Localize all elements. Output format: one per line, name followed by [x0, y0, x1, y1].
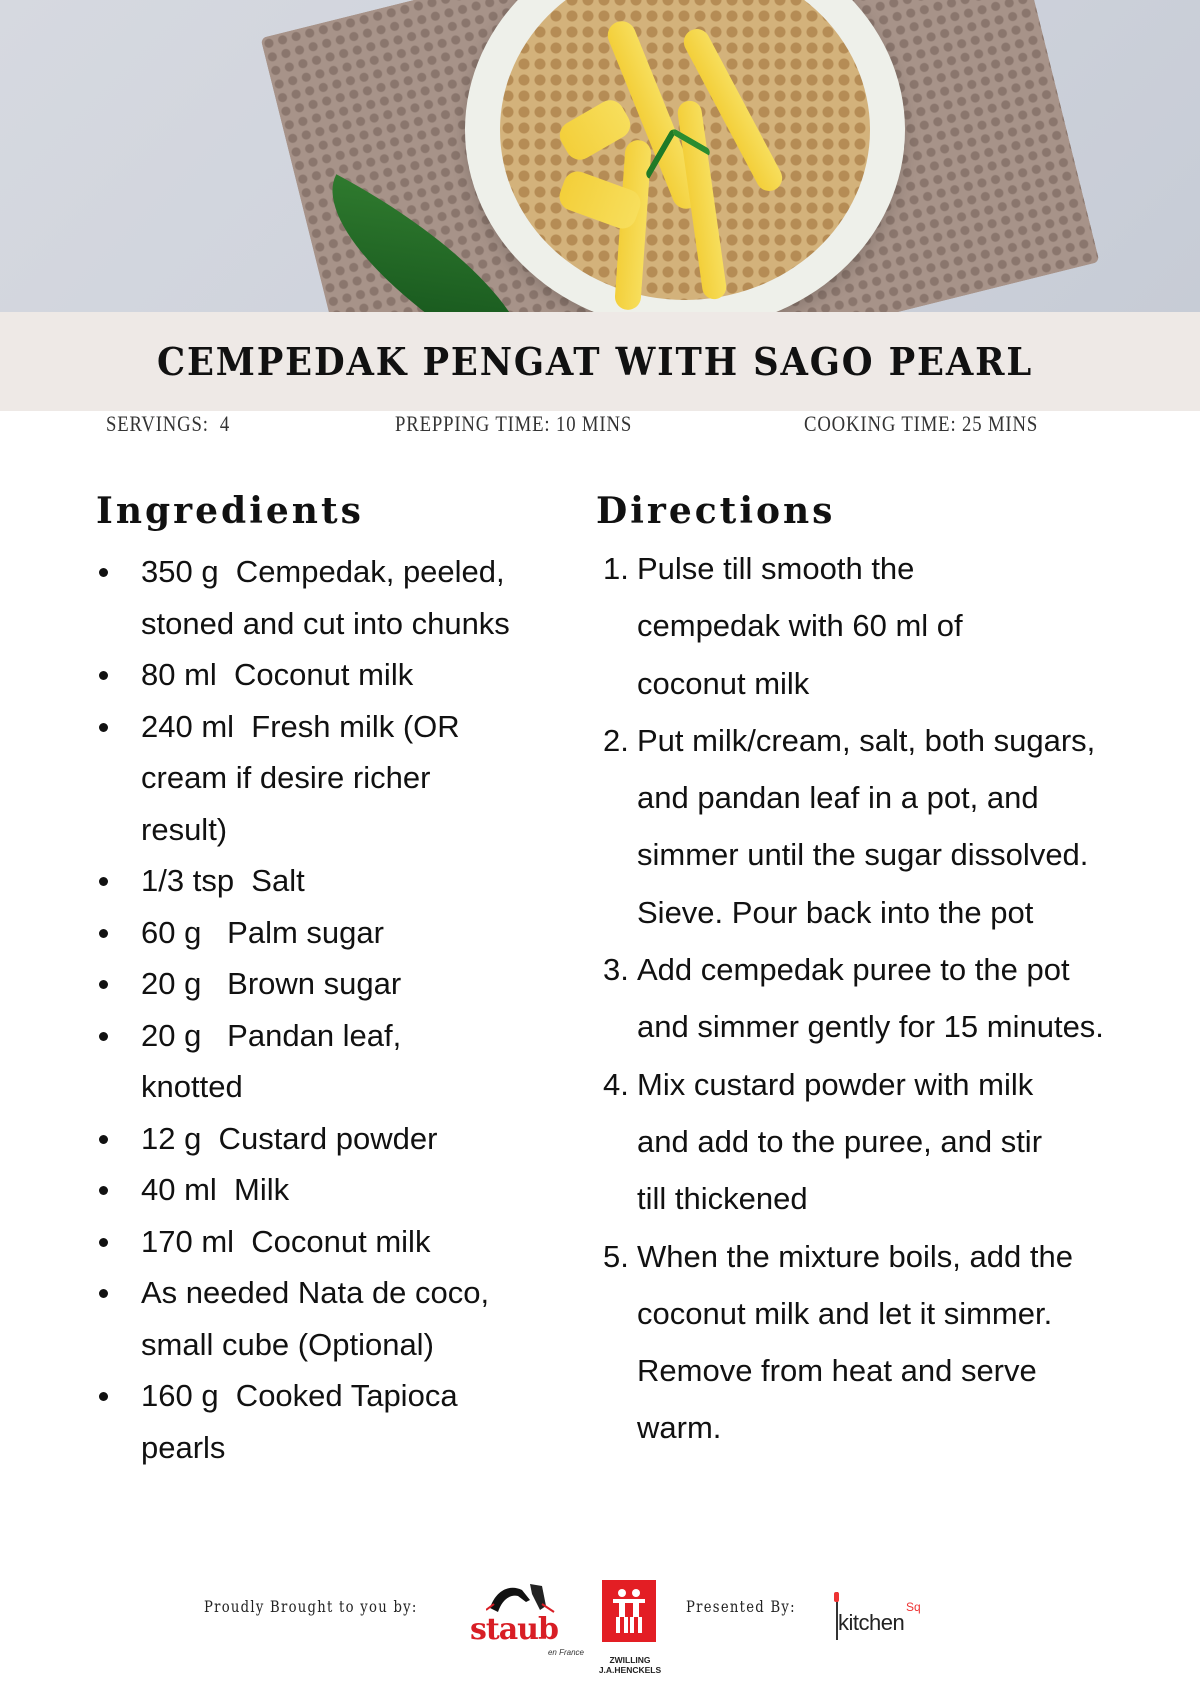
- ingredient-item: 60 g Palm sugar: [96, 907, 586, 959]
- ingredient-item: As needed Nata de coco, small cube (Optional): [96, 1267, 561, 1370]
- staub-wordmark: staub: [470, 1612, 558, 1647]
- staub-logo: [468, 1582, 586, 1657]
- servings: [106, 411, 230, 437]
- step-number: 5.: [603, 1238, 629, 1274]
- ingredient-item: 40 ml Milk: [96, 1164, 586, 1216]
- kitchen-knife-tip-icon: [834, 1592, 839, 1602]
- directions-heading: Directions: [596, 490, 836, 532]
- ingredient-item: 1/3 tsp Salt: [96, 855, 586, 907]
- ingredient-item: 12 g Custard powder: [96, 1113, 586, 1165]
- cook-time: [804, 411, 1038, 437]
- zwilling-wordmark: ZWILLING J.A.HENCKELS: [598, 1655, 662, 1675]
- ingredient-item: 350 g Cempedak, peeled, stoned and cut into chunks: [96, 546, 581, 649]
- prep-time-value: 10 MINS: [555, 411, 633, 436]
- directions-list: [600, 540, 1120, 1457]
- step-text: Mix custard powder with milk and add to the puree, and stir till thickened: [637, 1066, 1043, 1217]
- direction-step: [600, 1056, 1077, 1228]
- servings-label: SERVINGS:: [106, 411, 209, 436]
- stork-icon: [486, 1582, 556, 1614]
- direction-step: [600, 1228, 1117, 1457]
- servings-value: 4: [219, 411, 231, 436]
- cook-time-label: COOKING TIME:: [804, 411, 957, 436]
- step-number: 3.: [603, 952, 629, 988]
- ingredient-item: 80 ml Coconut milk: [96, 649, 586, 701]
- direction-step: [600, 941, 1107, 1056]
- zwilling-logo: [602, 1580, 656, 1642]
- cook-time-value: 25 MINS: [962, 411, 1039, 436]
- staub-subtitle: en France: [547, 1648, 584, 1657]
- direction-step: [600, 712, 1107, 941]
- ingredient-item: 20 g Brown sugar: [96, 958, 586, 1010]
- step-number: 4.: [603, 1066, 629, 1102]
- step-number: 2.: [603, 722, 629, 758]
- ingredient-item: 170 ml Coconut milk: [96, 1216, 586, 1268]
- direction-step: [600, 540, 1037, 712]
- prep-time-label: PREPPING TIME:: [395, 411, 551, 436]
- title-band: [0, 312, 1200, 411]
- step-text: Pulse till smooth the cempedak with 60 ml of coconut milk: [637, 551, 963, 701]
- ingredients-list: [96, 546, 586, 1473]
- brought-by-label: Proudly Brought to you by:: [204, 1598, 418, 1616]
- ingredient-item: 160 g Cooked Tapioca pearls: [96, 1370, 521, 1473]
- hero-photo: [0, 0, 1200, 312]
- step-text: Add cempedak puree to the pot and simmer gently for 15 minutes.: [637, 952, 1104, 1045]
- kitchen-sq-logo: [834, 1592, 924, 1638]
- step-number: 1.: [603, 551, 629, 586]
- step-text: Put milk/cream, salt, both sugars, and pandan leaf in a pot, and simmer until the sugar dissolved. Sieve. Pour back into the pot: [637, 722, 1096, 930]
- zwilling-twins-icon: [609, 1586, 649, 1636]
- prep-time: [395, 411, 632, 437]
- kitchen-wordmark: kitchen: [838, 1610, 905, 1635]
- ingredient-item: 20 g Pandan leaf, knotted: [96, 1010, 471, 1113]
- recipe-meta: [0, 411, 1200, 441]
- ingredients-heading: Ingredients: [96, 490, 364, 532]
- ingredient-item: 240 ml Fresh milk (OR cream if desire richer result): [96, 701, 521, 856]
- step-text: When the mixture boils, add the coconut milk and let it simmer. Remove from heat and serve warm.: [637, 1238, 1073, 1446]
- kitchen-sq-superscript: Sq: [906, 1600, 921, 1614]
- recipe-title: CEMPEDAK PENGAT WITH SAGO PEARL: [156, 339, 1034, 384]
- presented-by-label: Presented By:: [686, 1598, 796, 1616]
